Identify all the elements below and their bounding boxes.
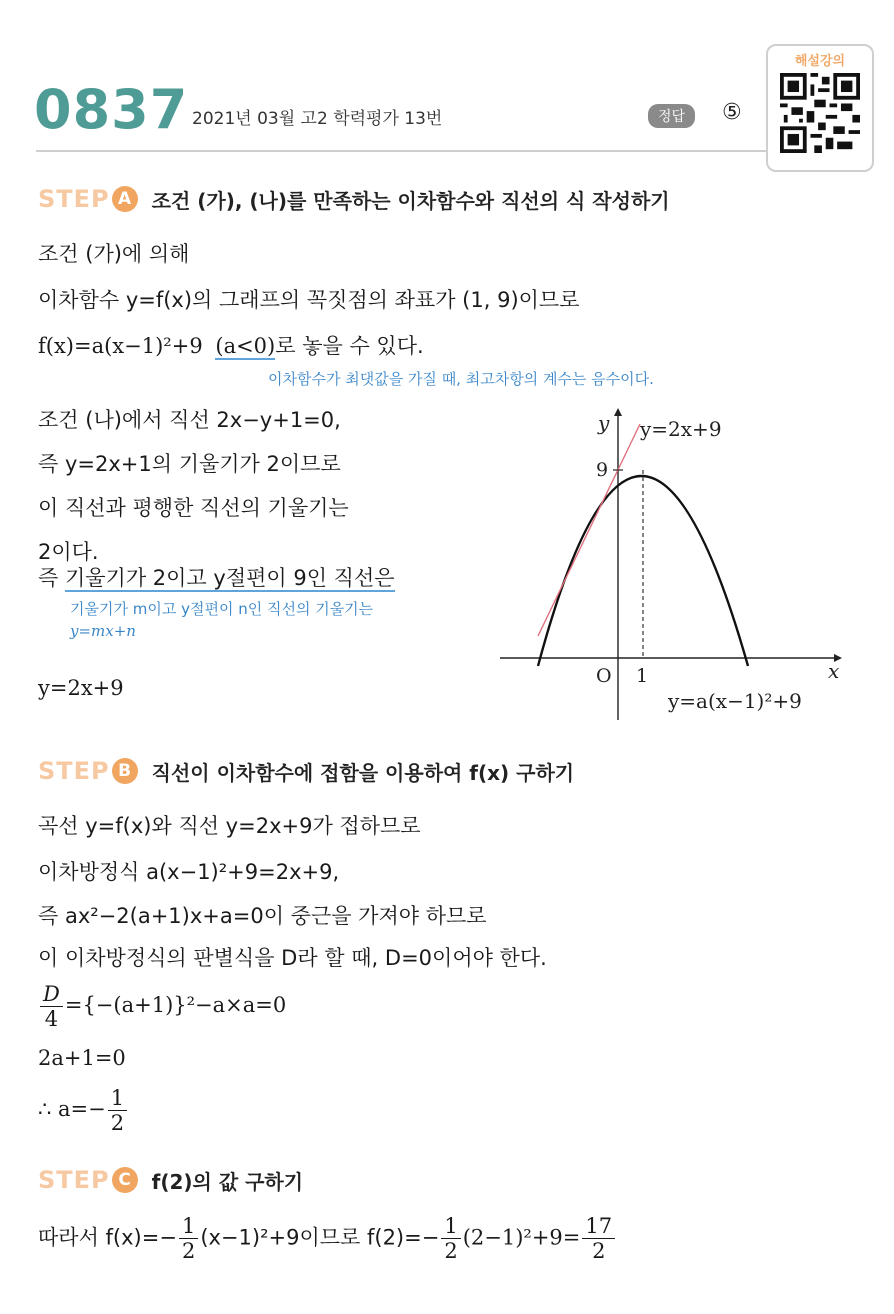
qr-label: 해설강의 bbox=[794, 54, 846, 69]
step-a-line3 bbox=[38, 330, 424, 360]
answer-tag: 정답 bbox=[648, 104, 695, 128]
step-b-eq3 bbox=[38, 1086, 129, 1135]
step-c-title: f(2)의 값 구하기 bbox=[151, 1169, 304, 1194]
final-part2: (x−1)²+9이므로 f(2)=− bbox=[200, 1225, 440, 1250]
final-answer-line bbox=[38, 1214, 617, 1263]
problem-source: 2021년 03월 고2 학력평가 13번 bbox=[192, 109, 443, 129]
coefficient-condition: (a<0) bbox=[215, 334, 276, 358]
header-divider bbox=[36, 150, 768, 152]
final-fraction-1-num: 1 bbox=[179, 1214, 198, 1239]
step-b-line1: 곡선 y=f(x)와 직선 y=2x+9가 접하므로 bbox=[38, 814, 421, 838]
step-b-title: 직선이 이차함수에 접함을 이용하여 f(x) 구하기 bbox=[151, 760, 575, 785]
vertex-form: f(x)=a(x−1)²+9 bbox=[38, 334, 203, 358]
final-fraction-2 bbox=[441, 1214, 460, 1263]
step-a-line7: 2이다. bbox=[38, 540, 99, 564]
solution-a-denominator: 2 bbox=[110, 1111, 125, 1136]
step-b-word: STEP bbox=[38, 757, 110, 785]
step-b-line2: 이차방정식 a(x−1)²+9=2x+9, bbox=[38, 860, 340, 884]
tangent-line bbox=[538, 424, 640, 636]
note-line-equation-2: y=mx+n bbox=[70, 622, 136, 640]
step-a-word: STEP bbox=[38, 185, 110, 213]
step-c-word: STEP bbox=[38, 1166, 110, 1194]
step-a-line8 bbox=[38, 562, 395, 592]
step-a-line1: 조건 (가)에 의해 bbox=[38, 242, 190, 266]
step-b-heading bbox=[38, 755, 574, 787]
answer-value: ⑤ bbox=[722, 100, 742, 125]
step-b-line4: 이 이차방정식의 판별식을 D라 할 때, D=0이어야 한다. bbox=[38, 946, 547, 970]
discriminant-numerator: D bbox=[40, 982, 63, 1007]
discriminant-fraction bbox=[40, 982, 63, 1031]
discriminant-denominator: 4 bbox=[44, 1007, 59, 1032]
discriminant-expression: ={−(a+1)}²−a×a=0 bbox=[64, 993, 287, 1018]
x-tick-label: 1 bbox=[636, 665, 649, 687]
discriminant-equation bbox=[38, 982, 286, 1031]
origin-label: O bbox=[596, 665, 612, 687]
step-b-badge: B bbox=[112, 758, 138, 784]
y-tick-label: 9 bbox=[596, 459, 609, 481]
slope-intercept-phrase: 기울기가 2이고 y절편이 9인 직선은 bbox=[64, 566, 395, 590]
final-fraction-1 bbox=[179, 1214, 198, 1263]
solution-a-prefix: ∴ a=− bbox=[38, 1097, 106, 1122]
step-b-eq2: 2a+1=0 bbox=[38, 1046, 126, 1070]
step-a-line4: 조건 (나)에서 직선 2x−y+1=0, bbox=[38, 408, 341, 432]
final-answer-denominator: 2 bbox=[592, 1239, 606, 1264]
note-line-equation-1: 기울기가 m이고 y절편이 n인 직선의 기울기는 bbox=[70, 600, 374, 618]
qr-code-icon bbox=[780, 73, 860, 153]
final-fraction-2-den: 2 bbox=[444, 1239, 458, 1264]
final-answer-fraction bbox=[582, 1214, 615, 1263]
final-answer-numerator: 17 bbox=[582, 1214, 615, 1239]
final-fraction-2-num: 1 bbox=[441, 1214, 460, 1239]
qr-box[interactable] bbox=[766, 44, 874, 172]
step-a-line6: 이 직선과 평행한 직선의 기울기는 bbox=[38, 496, 349, 520]
final-part1: 따라서 f(x)=− bbox=[38, 1225, 177, 1250]
final-part3: (2−1)²+9= bbox=[462, 1225, 581, 1250]
step-a-badge: A bbox=[112, 186, 138, 212]
x-axis-label: x bbox=[828, 659, 840, 683]
step-a-line8-pre: 즉 bbox=[38, 566, 65, 590]
solution-a-numerator: 1 bbox=[108, 1086, 127, 1111]
step-a-heading bbox=[38, 183, 670, 215]
step-c-heading bbox=[38, 1164, 303, 1196]
step-c-badge: C bbox=[112, 1167, 138, 1193]
step-a-line3-tail: 로 놓을 수 있다. bbox=[275, 334, 424, 358]
tangent-line-result: y=2x+9 bbox=[38, 676, 124, 700]
parabola-label: y=a(x−1)²+9 bbox=[668, 689, 802, 713]
tangent-line-label: y=2x+9 bbox=[640, 417, 722, 441]
step-a-title: 조건 (가), (나)를 만족하는 이차함수와 직선의 식 작성하기 bbox=[151, 188, 670, 213]
step-b-line3: 즉 ax²−2(a+1)x+a=0이 중근을 가져야 하므로 bbox=[38, 904, 487, 928]
y-axis-arrow-icon bbox=[614, 408, 622, 416]
y-axis-label: y bbox=[598, 411, 610, 435]
step-a-line2: 이차함수 y=f(x)의 그래프의 꼭짓점의 좌표가 (1, 9)이므로 bbox=[38, 288, 580, 312]
problem-number: 0837 bbox=[34, 78, 189, 141]
solution-a-fraction bbox=[108, 1086, 127, 1135]
parabola-graph bbox=[490, 404, 860, 724]
note-max-coefficient: 이차함수가 최댓값을 가질 때, 최고차항의 계수는 음수이다. bbox=[268, 370, 654, 388]
step-a-line5: 즉 y=2x+1의 기울기가 2이므로 bbox=[38, 452, 341, 476]
final-fraction-1-den: 2 bbox=[181, 1239, 196, 1264]
